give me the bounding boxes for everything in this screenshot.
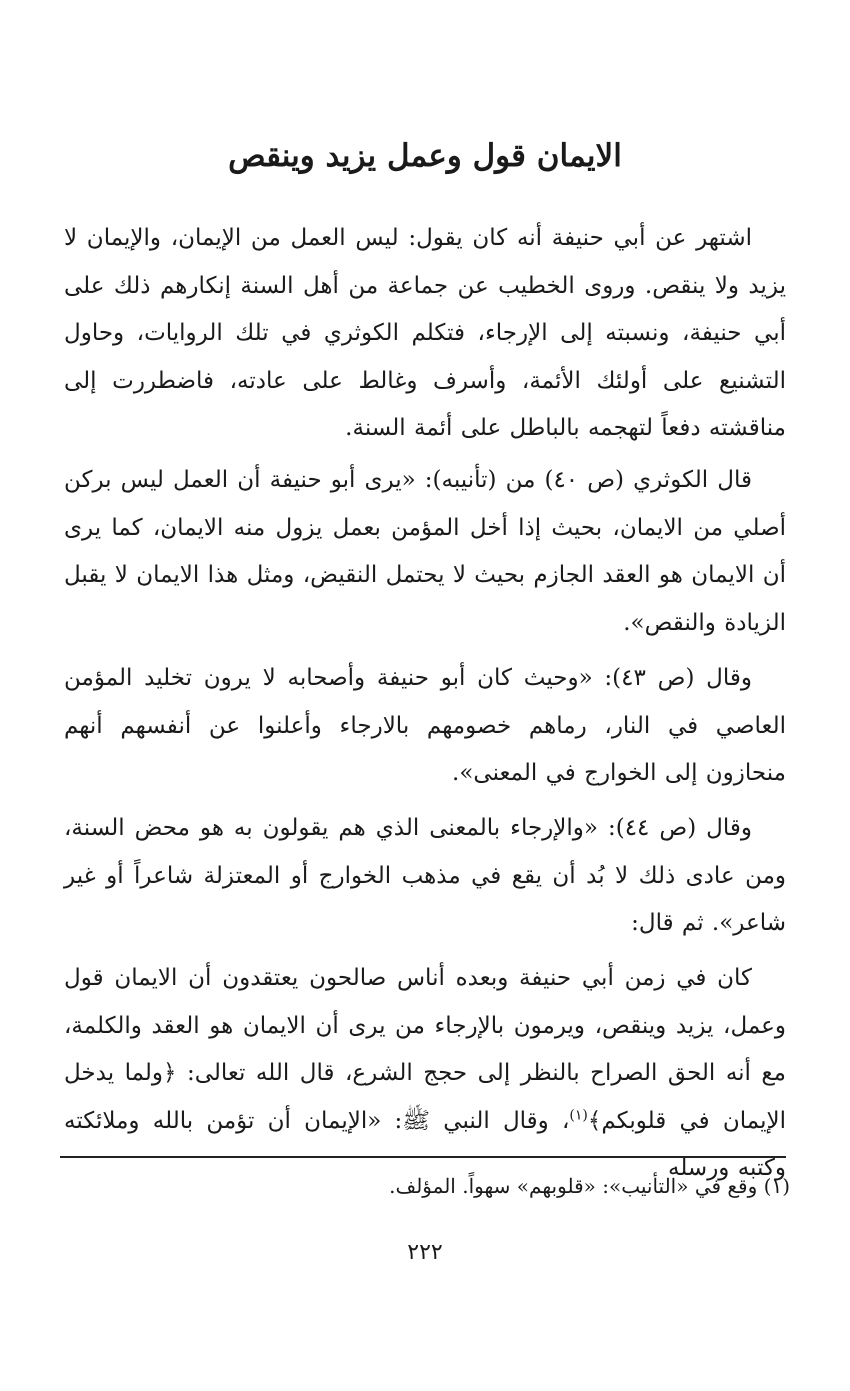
paragraph-line: كان في زمن أبي حنيفة وبعده أناس صالحون يعتقدون أن الايمان قول وعمل،: [64, 965, 787, 1039]
paragraph-line-continuation: ، وقال النبي ﷺ: «الإيمان أن تؤمن بالله وملائكته وكتبه ورسله: [64, 1107, 786, 1181]
paragraph-1: [64, 215, 786, 453]
paragraph-line: العاصي في النار، رماهم خصومهم بالارجاء وأعلنوا عن أنفسهم أنهم منحازون إلى: [64, 712, 786, 786]
footnote-marker: (١): [569, 1106, 588, 1123]
paragraph-line: أصلي من الايمان، بحيث إذا أخل المؤمن بعمل يزول منه الايمان، كما يرى أن: [64, 514, 787, 588]
paragraph-line: قال الكوثري (ص ٤٠) من (تأنيبه): «يرى أبو حنيفة أن العمل ليس بركن: [64, 467, 752, 493]
footnote: (١) وقع في «التأنيب»: «قلوبهم» سهواً. المؤلف.: [389, 1174, 790, 1198]
chapter-title: الايمان قول وعمل يزيد وينقص: [228, 138, 622, 174]
paragraph-line: على أئمة السنة.: [345, 415, 502, 441]
paragraph-line: الحق الصراح بالنظر إلى حجج الشرع، قال الله تعالى: ﴿ولما يدخل الإيمان في: [64, 1060, 786, 1134]
quran-verse-end: قلوبكم﴾: [587, 1107, 667, 1134]
paragraph-line: قال:: [631, 910, 674, 936]
paragraph-line: الأئمة، وأسرف وغالط على عادته، فاضطررت إلى مناقشته دفعاً لتهجمه بالباطل: [64, 367, 786, 441]
paragraph-3: [64, 655, 786, 798]
paragraph-line: وقال (ص ٤٣): «وحيث كان أبو حنيفة وأصحابه لا يرون تخليد المؤمن: [64, 665, 752, 691]
paragraph-line: عادى ذلك لا بُد أن يقع في مذهب الخوارج أو المعتزلة شاعراً أو غير شاعر». ثم: [64, 862, 786, 936]
paragraph-line: اشتهر عن أبي حنيفة أنه كان يقول: ليس العمل من الإيمان، والإيمان لا يزيد: [64, 225, 786, 299]
paragraph-line: ولا ينقص. وروى الخطيب عن جماعة من أهل السنة إنكارهم ذلك على أبي حنيفة،: [64, 272, 787, 346]
paragraph-line: ونسبته إلى الإرجاء، فتكلم الكوثري في تلك الروايات، وحاول التشنيع على أولئك: [64, 320, 786, 394]
paragraph-line: يزيد وينقص، ويرمون بالإرجاء من يرى أن الايمان هو العقد والكلمة، مع أنه: [64, 1012, 786, 1086]
page-number: ٢٢٢: [407, 1240, 443, 1265]
paragraph-4: [64, 805, 786, 948]
footnote-divider: [60, 1156, 786, 1158]
paragraph-line: الايمان هو العقد الجازم بحيث لا يحتمل النقيض، ومثل هذا الايمان لا يقبل الزيادة: [64, 562, 786, 636]
paragraph-line: وقال (ص ٤٤): «والإرجاء بالمعنى الذي هم يقولون به هو محض السنة، ومن: [64, 815, 786, 889]
paragraph-2: [64, 457, 786, 647]
paragraph-line: والنقص».: [623, 609, 716, 636]
paragraph-line: الخوارج في المعنى».: [452, 760, 657, 786]
